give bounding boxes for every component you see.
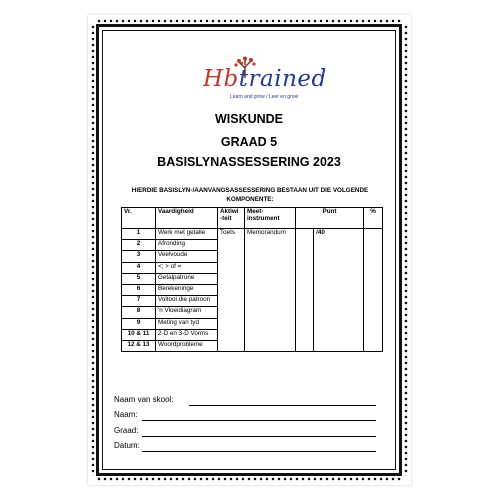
row-number: 9 — [122, 318, 156, 329]
name-field[interactable] — [114, 410, 138, 419]
header-nr: Vr. — [122, 208, 156, 229]
name-line — [142, 420, 376, 421]
row-skill: Woordprobleme — [156, 340, 218, 351]
table-row — [122, 229, 383, 240]
row-skill: <; > of = — [156, 262, 218, 273]
grade-field[interactable] — [114, 426, 138, 435]
assessment-title: BASISLYNASSESSERING 2023 — [157, 155, 341, 169]
activity-cell: Toets — [218, 229, 245, 352]
row-number: 5 — [122, 273, 156, 284]
date-label: Datum: — [114, 441, 140, 450]
header-instrument: Meet-instrument — [245, 208, 296, 229]
school-name-line — [189, 405, 376, 406]
row-number: 6 — [122, 284, 156, 295]
instrument-cell: Memorandum — [245, 229, 296, 352]
row-number: 8 — [122, 307, 156, 318]
border-dots-right — [404, 24, 408, 476]
border-dots-left — [91, 24, 95, 476]
table-header-row — [122, 208, 383, 229]
header-points: Punt — [296, 208, 364, 229]
date-field[interactable] — [114, 441, 140, 450]
school-name-label: Naam van skool: — [114, 395, 174, 404]
row-number: 12 & 13 — [122, 340, 156, 351]
hbtrained-logo — [203, 56, 327, 106]
header-activity: Aktiwi -teit — [218, 208, 245, 229]
row-number: 1 — [122, 229, 156, 240]
row-skill: 'n Vloeidiagram — [156, 307, 218, 318]
percent-cell — [364, 229, 383, 352]
grade-label: Graad: — [114, 426, 139, 435]
row-skill: 2-D en 3-D Vorms — [156, 329, 218, 340]
border-dots-top — [96, 19, 402, 23]
points-blank-cell — [296, 229, 314, 352]
school-name-field[interactable] — [114, 395, 174, 404]
header-percent: % — [364, 208, 383, 229]
row-skill: Berekeninge — [156, 284, 218, 295]
row-skill: Voltooi die patroon — [156, 296, 218, 307]
row-skill: Veelvoude — [156, 251, 218, 262]
header-skill: Vaardigheid — [156, 208, 218, 229]
row-number: 2 — [122, 240, 156, 251]
logo-tagline: Learn and grow / Leer en groei — [230, 94, 299, 100]
points-total-cell: /40 — [314, 229, 364, 352]
row-skill: Meting van tyd — [156, 318, 218, 329]
row-number: 3 — [122, 251, 156, 262]
row-number: 4 — [122, 262, 156, 273]
intro-text: HIERDIE BASISLYN-/AANVANGSASSESSERING BESTAAN UIT DIE VOLGENDE KOMPONENTE: — [131, 187, 369, 203]
name-label: Naam: — [114, 410, 138, 419]
row-skill: Getalpatrone — [156, 273, 218, 284]
logo-wordmark: Hbtrained — [203, 66, 327, 92]
border-dots-bottom — [96, 477, 402, 481]
row-number: 10 & 11 — [122, 329, 156, 340]
subject-title: WISKUNDE — [214, 112, 284, 126]
components-table — [121, 207, 383, 352]
grade-line — [142, 436, 376, 437]
row-number: 7 — [122, 296, 156, 307]
row-skill: Afronding — [156, 240, 218, 251]
grade-title: GRAAD 5 — [220, 135, 278, 149]
row-skill: Werk met getalle — [156, 229, 218, 240]
date-line — [142, 451, 376, 452]
